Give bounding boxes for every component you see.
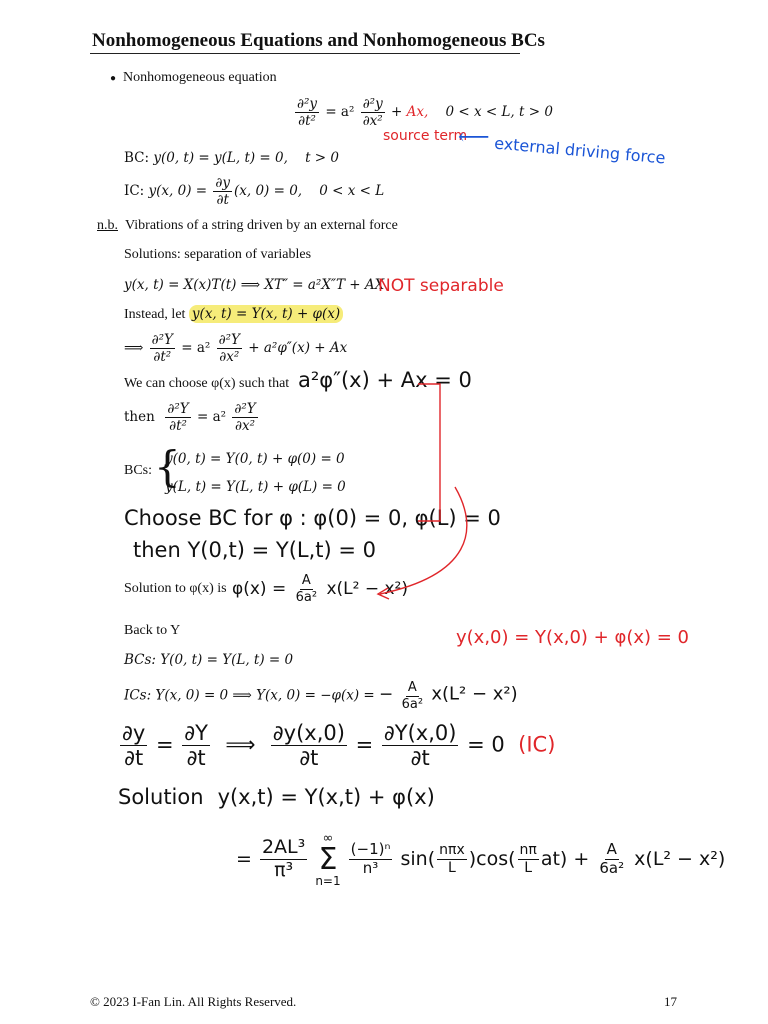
handwritten-ode: a²φ″(x) + Ax = 0 (298, 368, 472, 392)
separation-expr: y(x, t) = X(x)T(t) ⟹ XT″ = a²X″T + AX (124, 277, 385, 293)
footer-copyright: © 2023 I-Fan Lin. All Rights Reserved. (90, 994, 297, 1009)
ics-y-line: ICs: Y(x, 0) = 0 ⟹ Y(x, 0) = −φ(x) = − $\frac{A}{\text{6a²}}$ x(L² − x²) (124, 680, 518, 712)
ic-red-label: (IC) (518, 732, 556, 757)
choose-phi-text: We can choose φ(x) such that (124, 376, 290, 391)
page-number: 17 (664, 994, 677, 1009)
not-separable-annotation: NOT separable (378, 276, 504, 296)
system-brace: { (154, 442, 181, 491)
pde-rhs-fraction: $\frac{\text{∂²y}}{\text{∂x²}}$ (362, 96, 383, 130)
back-to-y: Back to Y (124, 623, 181, 638)
solutions-heading: Solutions: separation of variables (124, 247, 312, 262)
source-term-annotation: source term (383, 128, 468, 144)
handwritten-derivative-line: $\frac{\partial y}{\partial t}$ = $\frac{\partial Y}{\partial t}$ ⟹ $\frac{\partial y(x,0)}{\partial t}$ = $\frac{\partial Y(x,0)}{\partial t}$ = 0 (IC) (122, 721, 556, 771)
ic-line: IC: y(x, 0) = $\frac{\partial y}{\partial t}$ (x, 0) = 0, 0 < x < L (124, 175, 385, 209)
phi-solution-text: Solution to φ(x) is (124, 581, 227, 596)
handwritten-series-solution: = $\frac{\text{2AL³}}{\text{π³}}$ ∞ Σ n=1 $\frac{\text{(−1)ⁿ}}{\text{n³}}$ sin( $\frac{\text{nπx}}{L}$ )cos( $\frac{n\pi}{L}$ at) + $\frac{A}{\text{6a²}}$ x(L² − x²) (236, 831, 726, 888)
instead-line: Instead, let y(x, t) = Y(x, t) + φ(x) (124, 306, 343, 323)
bc-line: BC: y(0, t) = y(L, t) = 0, t > 0 (124, 150, 340, 166)
bcs-line-2: y(L, t) = Y(L, t) + φ(L) = 0 (165, 479, 346, 495)
pde-lhs-fraction: $\frac{\text{∂²y}}{\text{∂t²}}$ (297, 96, 318, 130)
external-force-annotation: external driving force (493, 133, 667, 168)
nb-text: Vibrations of a string driven by an external force (125, 218, 398, 233)
page-title: Nonhomogeneous Equations and Nonhomogeneous BCs (92, 30, 545, 51)
handwritten-final-solution: Solution y(x,t) = Y(x,t) + φ(x) (118, 785, 435, 809)
red-initial-condition: y(x,0) = Y(x,0) + φ(x) = 0 (456, 627, 689, 648)
nb-label: n.b. (97, 218, 118, 233)
pde-equation: $\frac{\text{∂²y}}{\text{∂t²}}$ = a² $\frac{\text{∂²y}}{\text{∂x²}}$ + Ax, 0 < x < L, t > 0 (297, 96, 553, 130)
substituted-equation: ⟹ $\frac{\text{∂²Y}}{\text{∂t²}}$ = a² $\frac{\text{∂²Y}}{\text{∂x²}}$ + a²φ″(x) + Ax (124, 332, 348, 366)
summation: ∞ Σ n=1 (315, 831, 341, 888)
phi-solution-handwritten: φ(x) = $\frac{A}{\text{6a²}}$ x(L² − x²) (232, 573, 408, 605)
annotation-arrow: ⟵ (458, 124, 490, 149)
bcs-line-1: y(0, t) = Y(0, t) + φ(0) = 0 (165, 451, 345, 467)
bcs-label: BCs: (124, 463, 153, 478)
bcs-y-line: BCs: Y(0, t) = Y(L, t) = 0 (124, 652, 294, 668)
handwritten-choose-bc: Choose BC for φ : φ(0) = 0, φ(L) = 0 (124, 506, 501, 530)
pde-domain: 0 < x < L, t > 0 (445, 104, 553, 121)
highlighted-substitution: y(x, t) = Y(x, t) + φ(x) (189, 305, 343, 323)
bullet-dot: ● (110, 73, 117, 84)
handwritten-then-bc: then Y(0,t) = Y(L,t) = 0 (133, 538, 377, 562)
bullet-text: Nonhomogeneous equation (123, 70, 277, 85)
then-equation: then $\frac{\text{∂²Y}}{\text{∂t²}}$ = a² $\frac{\text{∂²Y}}{\text{∂x²}}$ (124, 401, 256, 435)
source-term-expr: Ax, (406, 104, 429, 121)
